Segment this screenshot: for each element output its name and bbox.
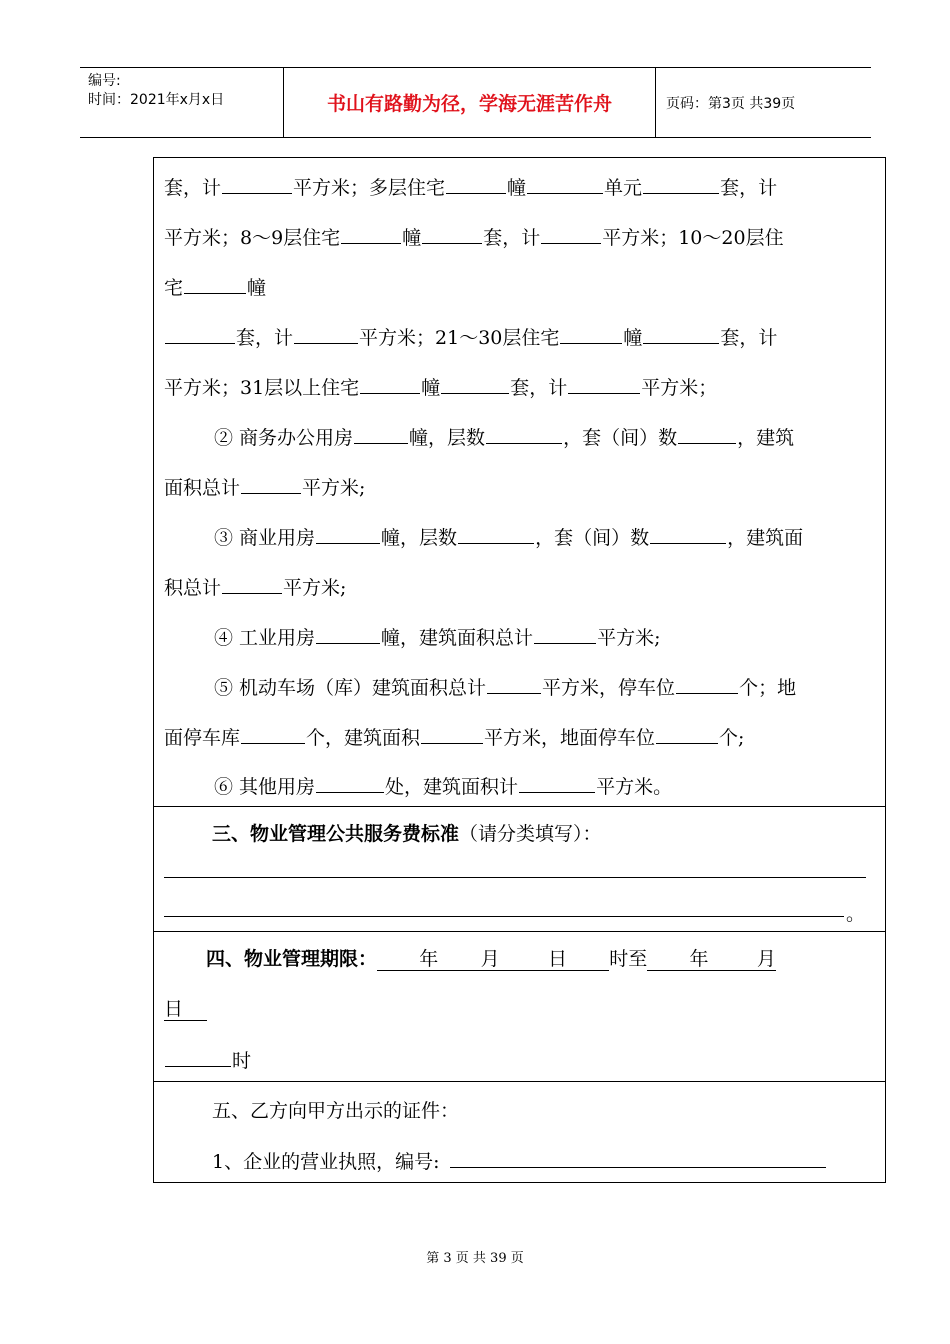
header-meta bbox=[80, 68, 284, 137]
service-fee-title: 三、物业管理公共服务费标准 bbox=[212, 823, 460, 845]
blank-field[interactable] bbox=[422, 223, 482, 244]
section-building-info bbox=[153, 157, 886, 807]
header-motto: 书山有路勤为径，学海无涯苦作舟 bbox=[284, 68, 656, 137]
blank-field[interactable] bbox=[241, 723, 305, 744]
blank-field[interactable] bbox=[441, 373, 509, 394]
serial-label: 编号: bbox=[88, 73, 121, 89]
blank-field[interactable] bbox=[316, 772, 384, 793]
line-10: ④ 工业用房 幢，建筑面积总计 平方米; bbox=[214, 623, 660, 651]
page-header bbox=[80, 67, 871, 138]
blank-field[interactable] bbox=[294, 323, 358, 344]
header-page-info: 页码：第3页 共39页 bbox=[666, 95, 796, 112]
page-footer: 第 3 页 共 39 页 bbox=[426, 1251, 524, 1266]
blank-field[interactable] bbox=[678, 423, 736, 444]
blank-field[interactable] bbox=[222, 573, 282, 594]
blank-field[interactable] bbox=[487, 673, 541, 694]
blank-field[interactable] bbox=[560, 323, 622, 344]
line-3: 宅 幢 bbox=[164, 273, 266, 301]
license-number-field[interactable] bbox=[450, 1147, 826, 1168]
term-line-2 bbox=[164, 996, 207, 1022]
term-line-3: 时 bbox=[164, 1046, 251, 1074]
line-5: 平方米；31层以上住宅 幢 套，计 平方米； bbox=[164, 373, 717, 401]
blank-field[interactable] bbox=[446, 173, 506, 194]
line-7: 面积总计 平方米; bbox=[164, 473, 365, 501]
credentials-item-1: 1、企业的营业执照，编号: bbox=[212, 1147, 827, 1175]
line-4: 套，计 平方米；21～30层住宅 幢 套，计 bbox=[164, 323, 777, 351]
blank-field[interactable] bbox=[354, 423, 408, 444]
blank-field[interactable] bbox=[643, 323, 719, 344]
blank-field[interactable] bbox=[643, 173, 719, 194]
blank-field[interactable] bbox=[676, 673, 738, 694]
service-fee-title-line bbox=[212, 821, 602, 847]
line-8: ③ 商业用房 幢，层数 ，套（间）数 ，建筑面 bbox=[214, 523, 803, 551]
line-11: ⑤ 机动车场（库）建筑面积总计 平方米，停车位 个；地 bbox=[214, 673, 796, 701]
service-fee-note: （请分类填写）： bbox=[459, 823, 602, 845]
blank-field[interactable] bbox=[519, 772, 595, 793]
fill-line[interactable] bbox=[164, 877, 866, 878]
credentials-title: 五、乙方向甲方出示的证件： bbox=[212, 1100, 460, 1122]
blank-field[interactable] bbox=[458, 523, 534, 544]
period-mark: 。 bbox=[846, 903, 866, 925]
section-service-fee bbox=[153, 806, 886, 932]
time-label: 时间：2021年x月x日 bbox=[88, 92, 225, 108]
section-credentials bbox=[153, 1081, 886, 1183]
line-1: 套，计 平方米；多层住宅 幢 单元 套，计 bbox=[164, 173, 777, 201]
blank-field[interactable] bbox=[650, 523, 726, 544]
term-line-1: 四、物业管理期限： 年 月 日 时至 年 月 bbox=[206, 948, 776, 970]
blank-field[interactable] bbox=[316, 523, 380, 544]
blank-field[interactable] bbox=[165, 323, 235, 344]
blank-field[interactable] bbox=[360, 373, 420, 394]
blank-field[interactable] bbox=[421, 723, 483, 744]
blank-field[interactable] bbox=[241, 473, 301, 494]
blank-field[interactable] bbox=[316, 623, 380, 644]
blank-field[interactable] bbox=[341, 223, 401, 244]
line-6: ② 商务办公用房 幢，层数 ，套（间）数 ，建筑 bbox=[214, 423, 794, 451]
fill-line[interactable] bbox=[164, 916, 844, 917]
blank-field[interactable] bbox=[165, 1046, 231, 1067]
line-9: 积总计 平方米; bbox=[164, 573, 346, 601]
line-12: 面停车库 个，建筑面积 平方米，地面停车位 个; bbox=[164, 723, 744, 751]
term-end-field[interactable]: 年 月 bbox=[647, 948, 776, 971]
blank-field[interactable] bbox=[184, 273, 246, 294]
term-title: 四、物业管理期限： bbox=[206, 948, 378, 970]
line-13: ⑥ 其他用房 处，建筑面积计 平方米。 bbox=[214, 772, 672, 800]
blank-field[interactable] bbox=[541, 223, 601, 244]
blank-field[interactable] bbox=[656, 723, 718, 744]
blank-field[interactable] bbox=[486, 423, 562, 444]
blank-field[interactable] bbox=[527, 173, 603, 194]
section-management-term bbox=[153, 931, 886, 1082]
blank-field[interactable] bbox=[568, 373, 640, 394]
term-end-day-field[interactable]: 日 bbox=[164, 998, 207, 1021]
line-2: 平方米；8～9层住宅 幢 套，计 平方米；10～20层住 bbox=[164, 223, 784, 251]
blank-field[interactable] bbox=[222, 173, 292, 194]
term-start-field[interactable]: 年 月 日 bbox=[377, 948, 609, 971]
blank-field[interactable] bbox=[534, 623, 596, 644]
